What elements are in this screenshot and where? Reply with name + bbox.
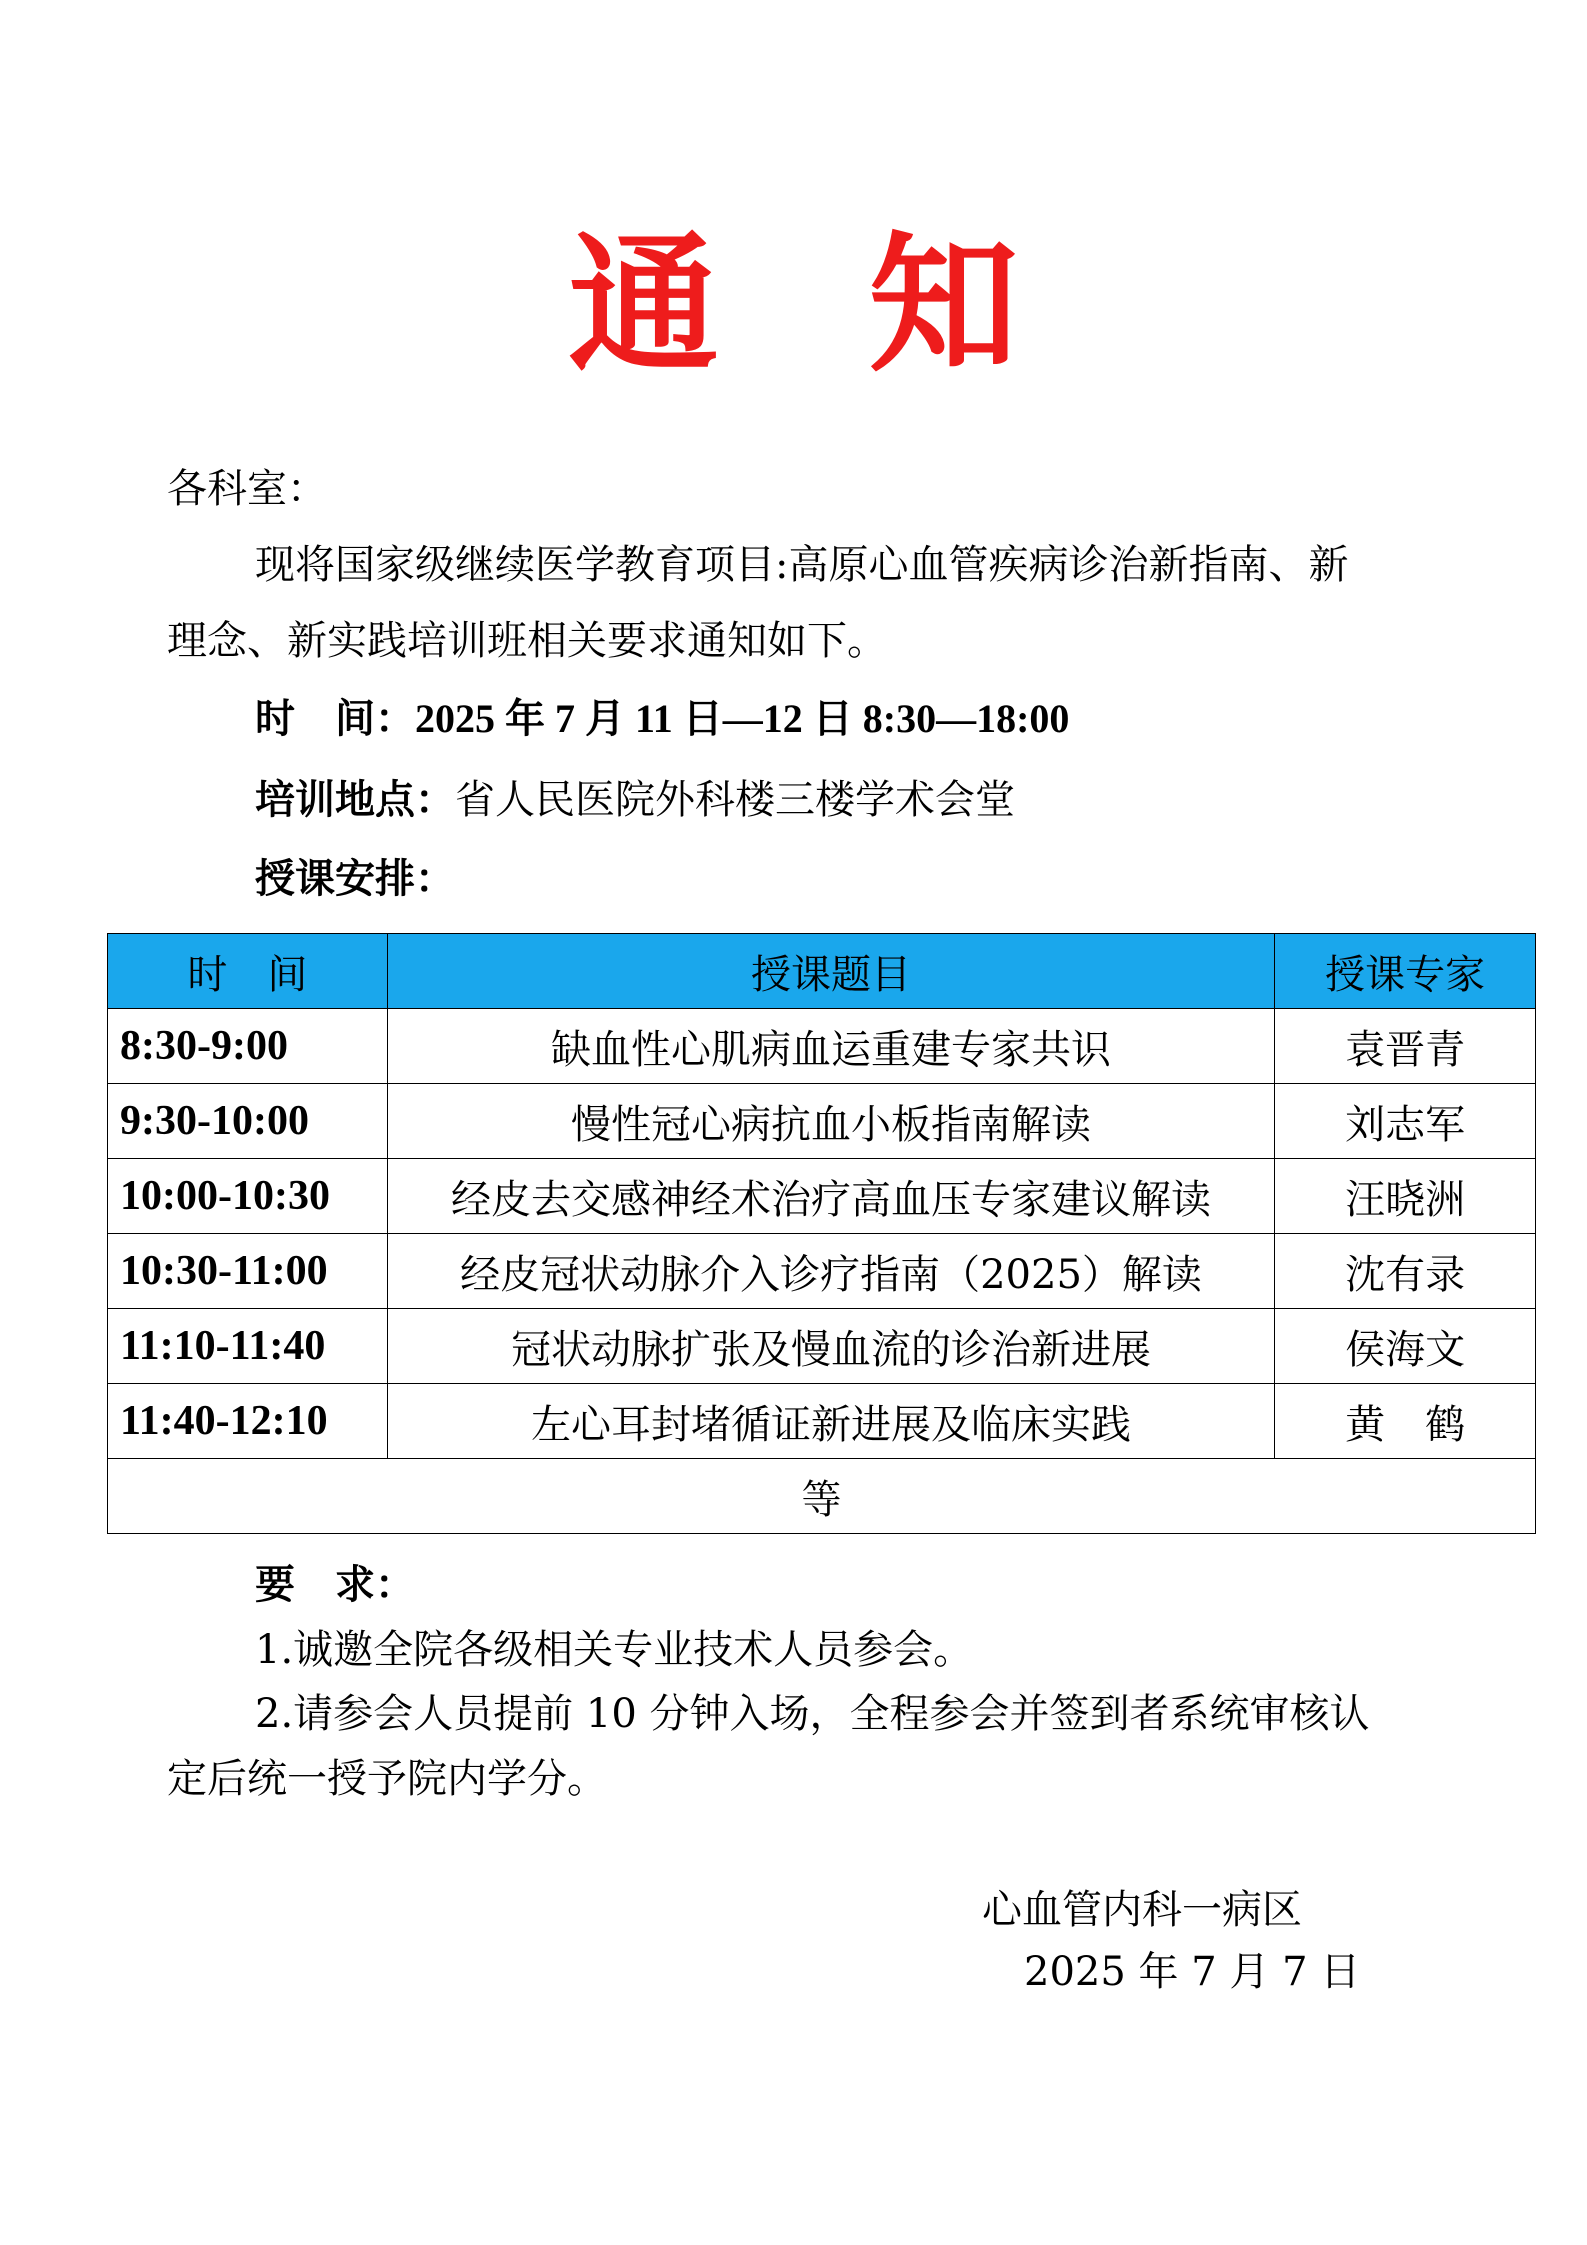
notice-title	[0, 217, 1587, 393]
salutation: 各科室：	[167, 466, 327, 512]
row-topic: 经皮去交感神经术治疗高血压专家建议解读	[387, 1159, 1274, 1234]
row-expert: 沈有录	[1275, 1234, 1536, 1309]
row-expert: 袁晋青	[1275, 1009, 1536, 1084]
schedule-table	[107, 933, 1536, 1534]
time-info	[255, 695, 1069, 743]
header-expert: 授课专家	[1275, 934, 1536, 1009]
row-expert: 汪晓洲	[1275, 1159, 1536, 1234]
intro-line-1: 现将国家级继续医学教育项目:高原心血管疾病诊治新指南、新	[255, 542, 1349, 588]
row-time: 8:30-9:00	[108, 1009, 388, 1084]
table-header-row	[108, 934, 1536, 1009]
title-char-1: 通	[568, 217, 719, 393]
row-expert: 侯海文	[1275, 1309, 1536, 1384]
time-label: 时 间：	[255, 695, 415, 742]
row-time: 11:10-11:40	[108, 1309, 388, 1384]
row-topic: 冠状动脉扩张及慢血流的诊治新进展	[387, 1309, 1274, 1384]
row-time: 10:00-10:30	[108, 1159, 388, 1234]
row-expert: 黄 鹤	[1275, 1384, 1536, 1459]
row-topic: 慢性冠心病抗血小板指南解读	[387, 1084, 1274, 1159]
row-topic: 经皮冠状动脉介入诊疗指南（2025）解读	[387, 1234, 1274, 1309]
signature-department: 心血管内科一病区	[982, 1887, 1302, 1933]
row-topic: 缺血性心肌病血运重建专家共识	[387, 1009, 1274, 1084]
table-row	[108, 1234, 1536, 1309]
location-info	[255, 776, 1015, 824]
table-row	[108, 1084, 1536, 1159]
requirements-label: 要 求：	[255, 1561, 415, 1608]
table-footer-row	[108, 1459, 1536, 1534]
row-time: 10:30-11:00	[108, 1234, 388, 1309]
time-value: 2025 年 7 月 11 日—12 日 8:30—18:00	[415, 696, 1070, 741]
requirement-item-2-line-1: 2.请参会人员提前 10 分钟入场，全程参会并签到者系统审核认	[255, 1691, 1370, 1737]
intro-line-2: 理念、新实践培训班相关要求通知如下。	[167, 618, 887, 664]
header-time: 时 间	[108, 934, 388, 1009]
table-footer-etc: 等	[108, 1459, 1536, 1534]
row-time: 11:40-12:10	[108, 1384, 388, 1459]
requirement-item-1: 1.诚邀全院各级相关专业技术人员参会。	[255, 1627, 974, 1673]
row-time: 9:30-10:00	[108, 1084, 388, 1159]
title-char-2: 知	[868, 217, 1019, 393]
signature-date: 2025 年 7 月 7 日	[1024, 1949, 1361, 1995]
schedule-label: 授课安排：	[255, 855, 455, 902]
row-topic: 左心耳封堵循证新进展及临床实践	[387, 1384, 1274, 1459]
location-label: 培训地点：	[255, 776, 455, 823]
table-row	[108, 1384, 1536, 1459]
table-row	[108, 1009, 1536, 1084]
table-row	[108, 1159, 1536, 1234]
row-expert: 刘志军	[1275, 1084, 1536, 1159]
table-row	[108, 1309, 1536, 1384]
header-topic: 授课题目	[387, 934, 1274, 1009]
requirement-item-2-line-2: 定后统一授予院内学分。	[167, 1756, 607, 1802]
location-value: 省人民医院外科楼三楼学术会堂	[455, 777, 1015, 823]
